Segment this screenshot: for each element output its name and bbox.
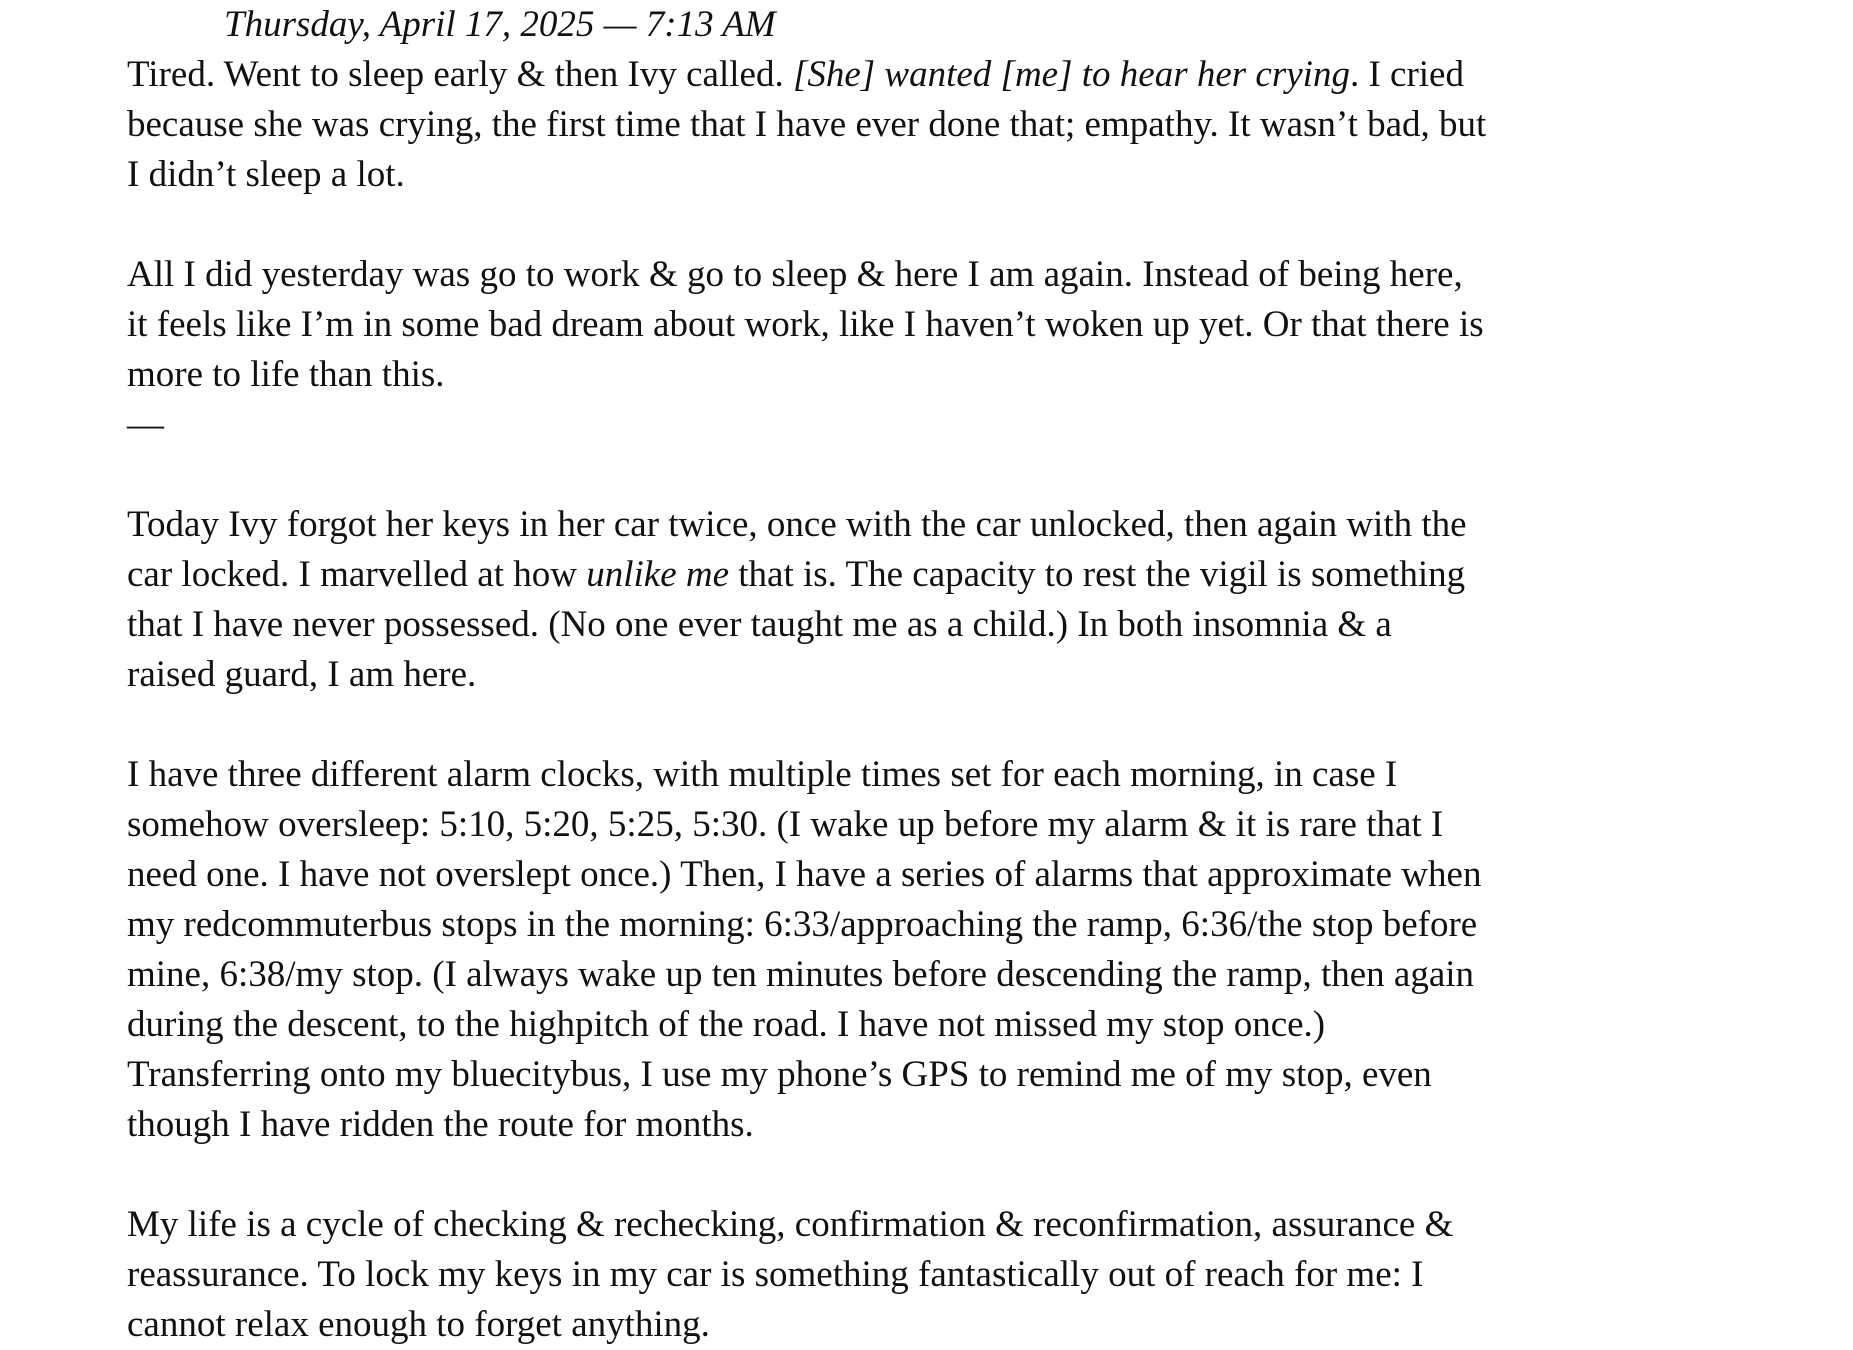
paragraph-5	[127, 1200, 1527, 1350]
text-line: need one. I have not overslept once.) Then, I have a series of alarms that approximate when	[127, 854, 1482, 895]
text-line: Transferring onto my bluecitybus, I use my phone’s GPS to remind me of my stop, even	[127, 1054, 1432, 1095]
text-line: I have three different alarm clocks, with multiple times set for each morning, in case I	[127, 754, 1398, 795]
italic-emphasis: unlike me	[586, 554, 730, 595]
paragraph-2	[127, 250, 1527, 400]
paragraph-1	[127, 50, 1527, 200]
text-span: . I cried	[1349, 54, 1464, 95]
text-line: more to life than this.	[127, 354, 445, 395]
entry-date-heading: Thursday, April 17, 2025 — 7:13 AM	[224, 4, 776, 45]
text-line: it feels like I’m in some bad dream about work, like I haven’t woken up yet. Or that there is	[127, 304, 1484, 345]
text-line: mine, 6:38/my stop. (I always wake up ten minutes before descending the ramp, then again	[127, 954, 1475, 995]
text-line: I didn’t sleep a lot.	[127, 154, 405, 195]
paragraph-gap	[127, 700, 1527, 750]
paragraph-3	[127, 500, 1527, 700]
paragraph-gap	[127, 1150, 1527, 1200]
text-line	[127, 550, 1527, 600]
text-span: Tired. Went to sleep early & then Ivy called.	[127, 54, 793, 95]
text-line: Today Ivy forgot her keys in her car twice, once with the car unlocked, then again with the	[127, 504, 1467, 545]
text-span: car locked. I marvelled at how	[127, 554, 587, 595]
section-divider: —	[127, 404, 164, 445]
text-line: because she was crying, the first time that I have ever done that; empathy. It wasn’t bad, but	[127, 104, 1487, 145]
text-line: that I have never possessed. (No one ever taught me as a child.) In both insomnia & a	[127, 604, 1392, 645]
text-line: cannot relax enough to forget anything.	[127, 1304, 710, 1345]
text-line: my redcommuterbus stops in the morning: 6:33/approaching the ramp, 6:36/the stop before	[127, 904, 1478, 945]
text-line: though I have ridden the route for months.	[127, 1104, 754, 1145]
text-line: reassurance. To lock my keys in my car is something fantastically out of reach for me: I	[127, 1254, 1424, 1295]
paragraph-4	[127, 750, 1527, 1150]
text-line: during the descent, to the highpitch of the road. I have not missed my stop once.)	[127, 1004, 1326, 1045]
text-line: raised guard, I am here.	[127, 654, 477, 695]
paragraph-gap	[127, 200, 1527, 250]
text-line: All I did yesterday was go to work & go to sleep & here I am again. Instead of being here,	[127, 254, 1463, 295]
text-line: somehow oversleep: 5:10, 5:20, 5:25, 5:30. (I wake up before my alarm & it is rare that I	[127, 804, 1444, 845]
text-line	[127, 50, 1527, 100]
text-span: that is. The capacity to rest the vigil is something	[729, 554, 1466, 595]
italic-quote: [She] wanted [me] to hear her crying	[792, 54, 1350, 95]
text-line: My life is a cycle of checking & rechecking, confirmation & reconfirmation, assurance &	[127, 1204, 1454, 1245]
journal-entry	[127, 0, 1527, 1350]
paragraph-gap	[127, 450, 1527, 500]
